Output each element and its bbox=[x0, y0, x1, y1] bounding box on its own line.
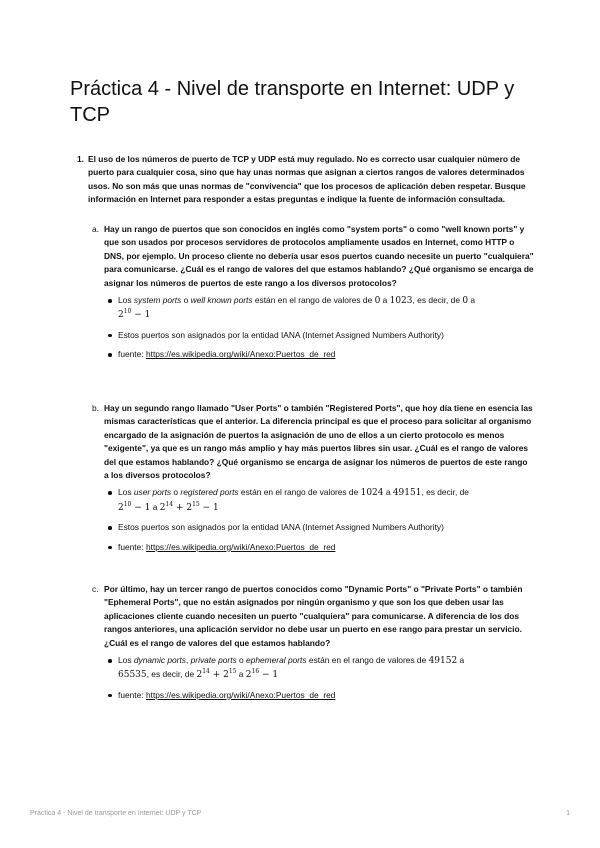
math-expression: $2^{16} - 1$ bbox=[245, 668, 279, 681]
page-footer bbox=[30, 810, 570, 817]
answer-authority: Estos puertos son asignados por la entidad IANA (Internet Assigned Numbers Authority) bbox=[118, 329, 534, 342]
subquestion-a bbox=[88, 223, 534, 368]
math-expression: $2^{10} - 1$ bbox=[118, 308, 151, 321]
math-expression: $2^{14} + 2^{15}$ bbox=[196, 668, 237, 681]
source-link[interactable]: https://es.wikipedia.org/wiki/Anexo:Puertos_de_red bbox=[145, 541, 336, 552]
footer-title: Práctica 4 - Nivel de transporte en Internet: UDP y TCP bbox=[30, 810, 202, 817]
answer-list bbox=[88, 654, 534, 702]
subquestion-a-text: Hay un rango de puertos que son conocidos en inglés como "system ports" o como "well known ports" y que son usados por procesos servidores de protocolos ampliamente usados en Internet, como HTTP o DNS, por ejemplo. Un proceso cliente no debería usar esos puertos cuando necesite un puerto "cualquiera" para comunicarse. ¿Cuál es el rango de valores del que estamos hablando? ¿Qué organismo se encarga de asignar los números de puertos de este rango a los diversos protocolos? bbox=[104, 224, 534, 288]
question-1-text: El uso de los números de puerto de TCP y UDP está muy regulado. No es correcto usar cualquier número de puerto para cualquier cosa, sino que hay unas normas que asignan a ciertos rangos de valores determinados usos. No son más que unas normas de "convivencia" que los procesos de aplicación deben respetar. Busque información en Internet para responder a estas preguntas e indique la fuente de información consultada. bbox=[88, 154, 526, 205]
subquestion-c bbox=[88, 583, 534, 708]
answer-list bbox=[88, 294, 534, 362]
subquestion-c-text: Por último, hay un tercer rango de puertos conocidos como "Dynamic Ports" o "Private Ports" o también "Ephemeral Ports", que no están asignados por ningún organismo y que son los que deben usar las aplicaciones cliente cuando necesiten un puerto "cualquiera" para comunicarse. A diferencia de los dos rangos anteriores, una aplicación servidor no debe usar un puerto en ese rango para prestar un servicio. ¿Cuál es el rango de valores del que estamos hablando? bbox=[104, 584, 523, 648]
math-expression: $2^{14} + 2^{15} - 1$ bbox=[159, 500, 219, 513]
page-number: 1 bbox=[566, 810, 570, 817]
source-link[interactable]: https://es.wikipedia.org/wiki/Anexo:Puertos_de_red bbox=[145, 689, 336, 700]
answer-list bbox=[88, 486, 534, 554]
subquestion-letter: a. bbox=[92, 224, 99, 234]
answer-source: fuente: https://es.wikipedia.org/wiki/Anexo:Puertos_de_red bbox=[118, 348, 534, 361]
page-title: Práctica 4 - Nivel de transporte en Internet: UDP y TCP bbox=[70, 78, 515, 126]
answer-authority: Estos puertos son asignados por la entidad IANA (Internet Assigned Numbers Authority) bbox=[118, 521, 534, 534]
answer-source: fuente: https://es.wikipedia.org/wiki/Anexo:Puertos_de_red bbox=[118, 689, 534, 702]
subquestion-b bbox=[88, 402, 534, 560]
subquestion-b-text: Hay un segundo rango llamado "User Ports" o también "Registered Ports", que hoy día tiene en esencia las mismas características que el anterior. La diferencia principal es que el proceso para solicitar al organismo encargado de la asignación de puertos la asignación de uno de ellos a un cierto protocolo es menos "exigente", ya que es un rango más amplio y hay más puertos libres sin usar. ¿Cuál es el rango de valores del que estamos hablando? ¿Qué organismo se encarga de asignar los números de puertos de este rango a los diversos protocolos? bbox=[104, 403, 533, 481]
answer-range: Los system ports o well known ports están en el rango de valores de 0 a 1023, es decir, de 0 a $2^{10} - 1$ bbox=[118, 294, 534, 323]
question-1 bbox=[70, 153, 530, 207]
math-expression: $2^{10} - 1$ bbox=[118, 500, 151, 513]
answer-range: Los dynamic ports, private ports o ephemeral ports están en el rango de valores de 49152 a 65535, es decir, de $2^{14} + 2^{15}$ a $2^{16} - 1$ bbox=[118, 654, 534, 683]
subquestion-letter: c. bbox=[92, 584, 99, 594]
question-number: 1. bbox=[77, 154, 84, 164]
subquestion-letter: b. bbox=[92, 403, 99, 413]
source-link[interactable]: https://es.wikipedia.org/wiki/Anexo:Puertos_de_red bbox=[145, 349, 336, 360]
answer-range: Los user ports o registered ports están en el rango de valores de 1024 a 49151, es decir, de $2^{10} - 1$ a $2^{14} + 2^{15} - 1$ bbox=[118, 486, 534, 515]
answer-source: fuente: https://es.wikipedia.org/wiki/Anexo:Puertos_de_red bbox=[118, 541, 534, 554]
